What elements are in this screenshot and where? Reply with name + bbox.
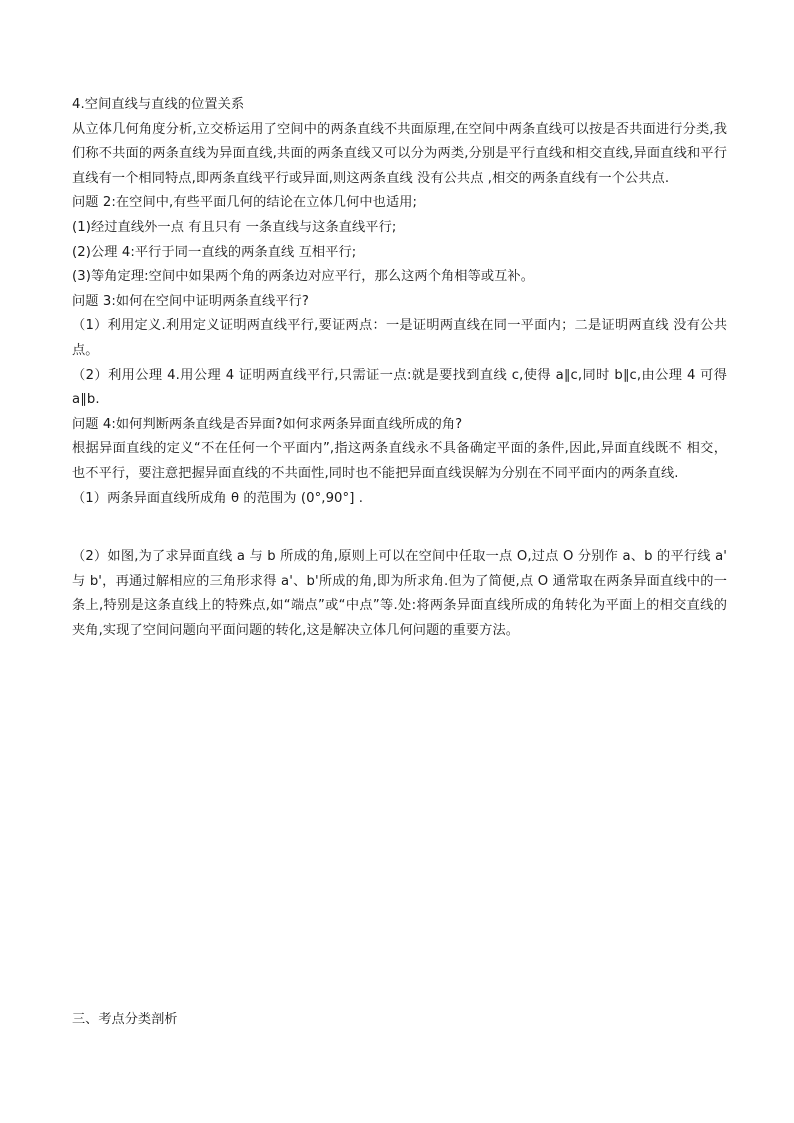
blank-space bbox=[72, 511, 727, 545]
question-4-item-2: （2）如图,为了求异面直线 a 与 b 所成的角,原则上可以在空间中任取一点 O,过点 O 分别作 a、b 的平行线 a' 与 b'，再通过解相应的三角形求得 a'、b'所成的角,即为所求角.但为了简便,点 O 通常取在两条异面直线中的一条上,特别是这条直线上的特殊点,如“端点”或“中点”等.处:将两条异面直线所成的角转化为平面上的相交直线的夹角,实现了空间问题向平面问题的转化,这是解决立体几何问题的重要方法。 bbox=[72, 549, 727, 638]
question-3-item-1: （1）利用定义.利用定义证明两直线平行,要证两点：一是证明两直线在同一平面内；二是证明两直线 没有公共点。 bbox=[72, 318, 727, 358]
question-2-item-1: (1)经过直线外一点 有且只有 一条直线与这条直线平行; bbox=[72, 219, 397, 235]
question-4-item-1: （1）两条异面直线所成角 θ 的范围为 (0°,90°] . bbox=[72, 490, 364, 506]
question-4-paragraph: 根据异面直线的定义“不在任何一个平面内”,指这两条直线永不具备确定平面的条件,因此,异面直线既不 相交，也不平行，要注意把握异面直线的不共面性,同时也不能把异面直线误解为分别在不同平面内的两条直线. bbox=[72, 441, 727, 481]
question-2-item-2: (2)公理 4:平行于同一直线的两条直线 互相平行; bbox=[72, 244, 357, 260]
question-2-item-3: (3)等角定理:空间中如果两个角的两条边对应平行，那么这两个角相等或互补。 bbox=[72, 269, 535, 285]
question-3-title: 问题 3:如何在空间中证明两条直线平行? bbox=[72, 293, 310, 309]
question-4-title: 问题 4:如何判断两条直线是否异面?如何求两条异面直线所成的角? bbox=[72, 416, 463, 432]
document-body bbox=[72, 93, 727, 643]
section-3-heading: 三、考点分类剖析 bbox=[72, 1012, 178, 1027]
intro-paragraph: 从立体几何角度分析,立交桥运用了空间中的两条直线不共面原理,在空间中两条直线可以按是否共面进行分类,我们称不共面的两条直线为异面直线,共面的两条直线又可以分为两类,分别是平行直线和相交直线,异面直线和平行直线有一个相同特点,即两条直线平行或异面,则这两条直线 没有公共点 ,相交的两条直线有一个公共点. bbox=[72, 121, 727, 186]
question-2-title: 问题 2:在空间中,有些平面几何的结论在立体几何中也适用; bbox=[72, 195, 418, 211]
question-3-item-2: （2）利用公理 4.用公理 4 证明两直线平行,只需证一点:就是要找到直线 c,使得 a∥c,同时 b∥c,由公理 4 可得 a∥b. bbox=[72, 367, 727, 408]
section-title: 4.空间直线与直线的位置关系 bbox=[72, 97, 245, 112]
